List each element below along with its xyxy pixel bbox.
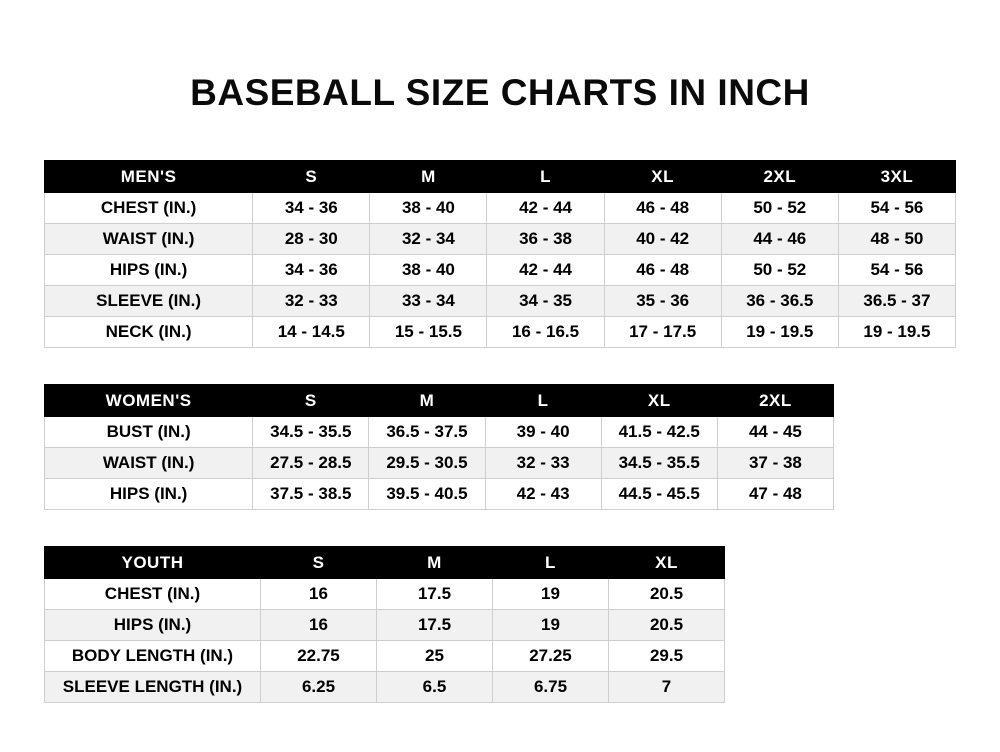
row-label: CHEST (IN.) (45, 579, 261, 610)
cell: 20.5 (609, 610, 725, 641)
womens-header-l: L (485, 385, 601, 417)
youth-table-body (45, 579, 725, 703)
cell: 7 (609, 672, 725, 703)
womens-header-category: WOMEN'S (45, 385, 253, 417)
table-header-row (45, 547, 725, 579)
cell: 42 - 44 (487, 255, 604, 286)
cell: 46 - 48 (604, 193, 721, 224)
row-label: NECK (IN.) (45, 317, 253, 348)
cell: 50 - 52 (721, 255, 838, 286)
cell: 34.5 - 35.5 (253, 417, 369, 448)
cell: 50 - 52 (721, 193, 838, 224)
cell: 34 - 35 (487, 286, 604, 317)
row-label: WAIST (IN.) (45, 448, 253, 479)
cell: 15 - 15.5 (370, 317, 487, 348)
womens-header-m: M (369, 385, 485, 417)
table-header-row (45, 385, 834, 417)
row-label: HIPS (IN.) (45, 479, 253, 510)
cell: 37 - 38 (717, 448, 833, 479)
mens-table-header (45, 161, 956, 193)
cell: 40 - 42 (604, 224, 721, 255)
cell: 16 - 16.5 (487, 317, 604, 348)
mens-header-3xl: 3XL (838, 161, 955, 193)
cell: 22.75 (261, 641, 377, 672)
cell: 19 - 19.5 (721, 317, 838, 348)
cell: 32 - 33 (253, 286, 370, 317)
cell: 44 - 46 (721, 224, 838, 255)
table-row (45, 417, 834, 448)
cell: 44 - 45 (717, 417, 833, 448)
page-title: BASEBALL SIZE CHARTS IN INCH (190, 72, 810, 113)
cell: 17.5 (377, 579, 493, 610)
cell: 25 (377, 641, 493, 672)
cell: 54 - 56 (838, 255, 955, 286)
cell: 32 - 33 (485, 448, 601, 479)
table-row (45, 641, 725, 672)
youth-header-m: M (377, 547, 493, 579)
row-label: HIPS (IN.) (45, 255, 253, 286)
cell: 27.25 (493, 641, 609, 672)
cell: 19 (493, 579, 609, 610)
cell: 36.5 - 37 (838, 286, 955, 317)
cell: 36 - 38 (487, 224, 604, 255)
cell: 47 - 48 (717, 479, 833, 510)
cell: 36 - 36.5 (721, 286, 838, 317)
table-row (45, 579, 725, 610)
cell: 6.5 (377, 672, 493, 703)
cell: 6.75 (493, 672, 609, 703)
cell: 38 - 40 (370, 255, 487, 286)
mens-header-s: S (253, 161, 370, 193)
table-row (45, 479, 834, 510)
cell: 54 - 56 (838, 193, 955, 224)
youth-header-xl: XL (609, 547, 725, 579)
womens-header-s: S (253, 385, 369, 417)
cell: 34 - 36 (253, 193, 370, 224)
womens-table-body (45, 417, 834, 510)
mens-size-table (44, 160, 956, 348)
row-label: BUST (IN.) (45, 417, 253, 448)
cell: 46 - 48 (604, 255, 721, 286)
cell: 37.5 - 38.5 (253, 479, 369, 510)
cell: 39.5 - 40.5 (369, 479, 485, 510)
row-label: SLEEVE LENGTH (IN.) (45, 672, 261, 703)
mens-header-l: L (487, 161, 604, 193)
cell: 20.5 (609, 579, 725, 610)
cell: 44.5 - 45.5 (601, 479, 717, 510)
cell: 42 - 43 (485, 479, 601, 510)
row-label: WAIST (IN.) (45, 224, 253, 255)
youth-header-s: S (261, 547, 377, 579)
table-row (45, 610, 725, 641)
cell: 36.5 - 37.5 (369, 417, 485, 448)
womens-header-xl: XL (601, 385, 717, 417)
cell: 28 - 30 (253, 224, 370, 255)
table-row (45, 286, 956, 317)
cell: 42 - 44 (487, 193, 604, 224)
cell: 6.25 (261, 672, 377, 703)
womens-table-header (45, 385, 834, 417)
cell: 41.5 - 42.5 (601, 417, 717, 448)
table-row (45, 255, 956, 286)
row-label: BODY LENGTH (IN.) (45, 641, 261, 672)
cell: 48 - 50 (838, 224, 955, 255)
table-row (45, 193, 956, 224)
cell: 16 (261, 579, 377, 610)
mens-header-xl: XL (604, 161, 721, 193)
cell: 29.5 (609, 641, 725, 672)
youth-header-l: L (493, 547, 609, 579)
womens-header-2xl: 2XL (717, 385, 833, 417)
row-label: SLEEVE (IN.) (45, 286, 253, 317)
cell: 34.5 - 35.5 (601, 448, 717, 479)
mens-table-body (45, 193, 956, 348)
youth-header-category: YOUTH (45, 547, 261, 579)
row-label: HIPS (IN.) (45, 610, 261, 641)
cell: 38 - 40 (370, 193, 487, 224)
womens-size-table (44, 384, 834, 510)
cell: 29.5 - 30.5 (369, 448, 485, 479)
mens-header-m: M (370, 161, 487, 193)
table-row (45, 672, 725, 703)
youth-table-header (45, 547, 725, 579)
youth-size-table (44, 546, 725, 703)
mens-header-category: MEN'S (45, 161, 253, 193)
mens-header-2xl: 2XL (721, 161, 838, 193)
cell: 39 - 40 (485, 417, 601, 448)
cell: 19 - 19.5 (838, 317, 955, 348)
cell: 27.5 - 28.5 (253, 448, 369, 479)
cell: 16 (261, 610, 377, 641)
cell: 32 - 34 (370, 224, 487, 255)
table-row (45, 224, 956, 255)
cell: 17.5 (377, 610, 493, 641)
cell: 14 - 14.5 (253, 317, 370, 348)
cell: 33 - 34 (370, 286, 487, 317)
table-row (45, 317, 956, 348)
charts-container (0, 160, 1000, 703)
table-row (45, 448, 834, 479)
cell: 19 (493, 610, 609, 641)
cell: 35 - 36 (604, 286, 721, 317)
row-label: CHEST (IN.) (45, 193, 253, 224)
cell: 34 - 36 (253, 255, 370, 286)
cell: 17 - 17.5 (604, 317, 721, 348)
table-header-row (45, 161, 956, 193)
